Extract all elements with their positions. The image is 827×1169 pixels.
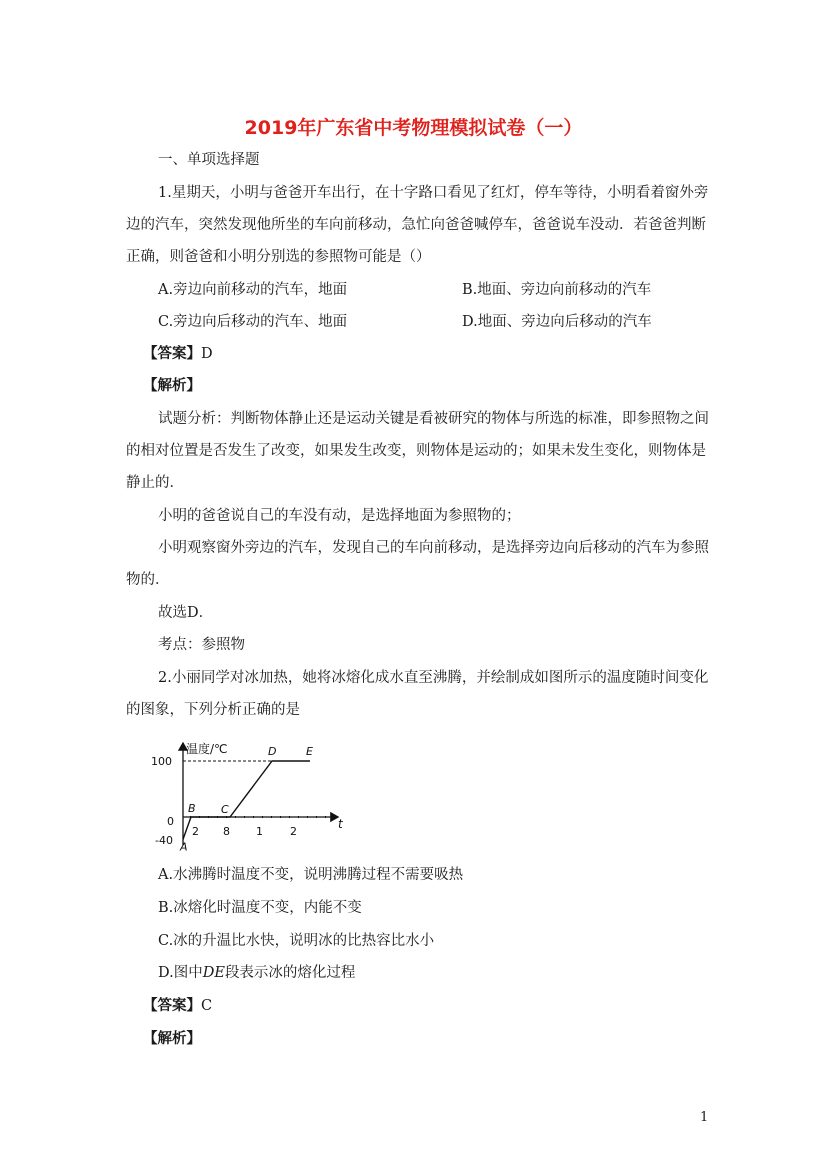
q2-option-a: A.水沸腾时温度不变，说明沸腾过程不需要吸热 (158, 867, 464, 883)
y-tick-100: 100 (151, 755, 172, 768)
q1-stem-line-2: 边的汽车，突然发现他所坐的车向前移动，急忙向爸爸喊停车，爸爸说车没动．若爸爸判断 (126, 217, 706, 233)
q2-stem-line-2: 的图象，下列分析正确的是 (126, 702, 300, 718)
answer-label: 【答案】 (143, 345, 201, 362)
answer-label: 【答案】 (143, 997, 201, 1014)
x-tick-4: 2 (290, 825, 297, 838)
section-heading: 一、单项选择题 (158, 152, 260, 168)
q1-explanation-line-2: 的相对位置是否发生了改变，如果发生改变，则物体是运动的；如果未发生变化，则物体是 (126, 443, 706, 459)
q2-answer (143, 996, 212, 1016)
x-axis-label: t (338, 817, 343, 831)
q2-option-c: C.冰的升温比水快，说明冰的比热容比水小 (158, 933, 435, 949)
q2-option-d (158, 963, 355, 983)
q2-option-d-prefix: D.图中 (158, 965, 203, 981)
q1-explanation-line-5: 小明观察窗外旁边的汽车，发现自己的车向前移动，是选择旁边向后移动的汽车为参照 (158, 540, 709, 556)
temperature-time-chart (150, 735, 360, 855)
q1-option-b: B.地面、旁边向前移动的汽车 (462, 282, 652, 298)
x-tick-2: 8 (223, 825, 230, 838)
q2-analysis-label: 【解析】 (143, 1030, 201, 1047)
page-number: 1 (700, 1110, 709, 1125)
q1-option-c: C.旁边向后移动的汽车、地面 (158, 314, 348, 330)
q2-option-b: B.冰熔化时温度不变，内能不变 (158, 900, 362, 916)
q1-analysis-label: 【解析】 (143, 377, 201, 394)
point-label-b: B (188, 802, 196, 815)
q1-stem-line-3: 正确，则爸爸和小明分别选的参照物可能是（） (126, 249, 431, 265)
q2-option-d-suffix: 段表示冰的熔化过程 (224, 965, 356, 981)
point-label-d: D (268, 745, 277, 758)
x-tick-1: 2 (192, 825, 199, 838)
y-axis-label: 温度/℃ (186, 742, 228, 756)
page-title: 2019年广东省中考物理模拟试卷（一） (244, 117, 583, 139)
q2-option-d-segment: DE (202, 965, 225, 981)
y-tick-0: 0 (167, 815, 174, 828)
point-label-a: A (180, 840, 188, 854)
q1-stem-line-1: 1.星期天，小明与爸爸开车出行，在十字路口看见了红灯，停车等待，小明看着窗外旁 (158, 185, 709, 201)
answer-value: D (201, 346, 213, 362)
q1-explanation-line-3: 静止的． (126, 475, 184, 491)
y-tick-neg40: -40 (155, 834, 173, 847)
x-tick-3: 1 (256, 825, 263, 838)
answer-value: C (201, 998, 213, 1014)
q1-explanation-line-8: 考点：参照物 (158, 637, 245, 653)
point-label-e: E (306, 745, 313, 758)
q1-explanation-line-6: 物的． (126, 572, 170, 588)
q1-explanation-line-7: 故选D． (158, 605, 214, 621)
q1-explanation-line-4: 小明的爸爸说自己的车没有动，是选择地面为参照物的； (158, 508, 521, 524)
q1-option-d: D.地面、旁边向后移动的汽车 (462, 314, 652, 330)
q1-answer (143, 344, 213, 364)
q1-explanation-line-1: 试题分析：判断物体静止还是运动关键是看被研究的物体与所选的标准，即参照物之间 (158, 411, 709, 427)
q2-stem-line-1: 2.小丽同学对冰加热，她将冰熔化成水直至沸腾，并绘制成如图所示的温度随时间变化 (158, 670, 709, 686)
point-label-c: C (221, 803, 229, 816)
q1-option-a: A.旁边向前移动的汽车，地面 (158, 282, 348, 298)
